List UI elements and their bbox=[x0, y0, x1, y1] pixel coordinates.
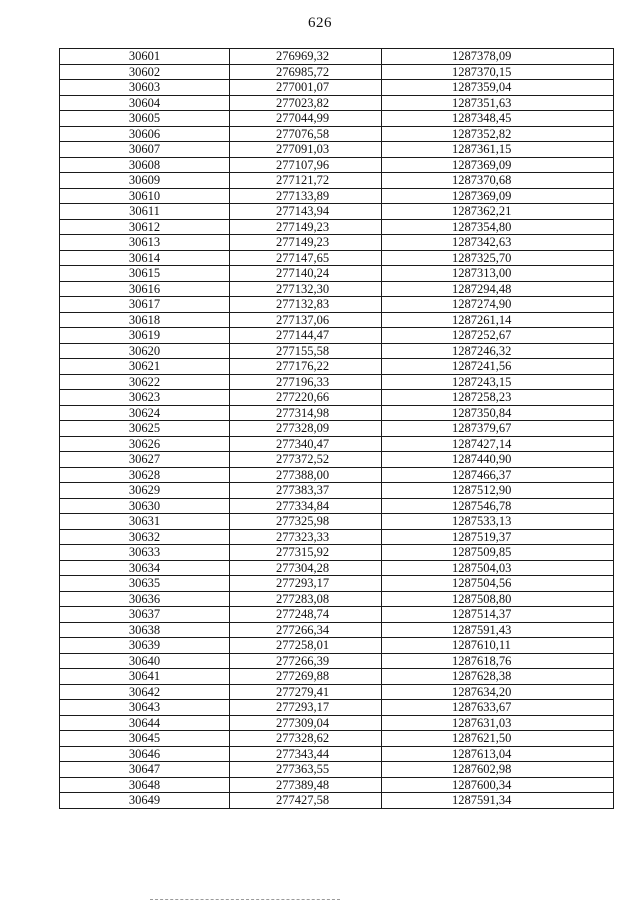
table-row bbox=[60, 669, 614, 685]
y-coordinate-cell: 1287369,09 bbox=[382, 157, 614, 173]
y-coordinate-cell: 1287610,11 bbox=[382, 638, 614, 654]
x-coordinate-cell: 277372,52 bbox=[230, 452, 382, 468]
x-coordinate-cell: 276985,72 bbox=[230, 64, 382, 80]
x-coordinate-cell: 277266,39 bbox=[230, 653, 382, 669]
table-row bbox=[60, 250, 614, 266]
x-coordinate-cell: 277258,01 bbox=[230, 638, 382, 654]
table-row bbox=[60, 297, 614, 313]
x-coordinate-cell: 277309,04 bbox=[230, 715, 382, 731]
point-number-cell: 30607 bbox=[60, 142, 230, 158]
table-row bbox=[60, 219, 614, 235]
point-number-cell: 30640 bbox=[60, 653, 230, 669]
y-coordinate-cell: 1287274,90 bbox=[382, 297, 614, 313]
y-coordinate-cell: 1287252,67 bbox=[382, 328, 614, 344]
y-coordinate-cell: 1287466,37 bbox=[382, 467, 614, 483]
table-row bbox=[60, 514, 614, 530]
point-number-cell: 30630 bbox=[60, 498, 230, 514]
y-coordinate-cell: 1287243,15 bbox=[382, 374, 614, 390]
point-number-cell: 30615 bbox=[60, 266, 230, 282]
point-number-cell: 30623 bbox=[60, 390, 230, 406]
table-row bbox=[60, 653, 614, 669]
y-coordinate-cell: 1287628,38 bbox=[382, 669, 614, 685]
y-coordinate-cell: 1287509,85 bbox=[382, 545, 614, 561]
table-row bbox=[60, 746, 614, 762]
point-number-cell: 30611 bbox=[60, 204, 230, 220]
x-coordinate-cell: 277147,65 bbox=[230, 250, 382, 266]
y-coordinate-cell: 1287352,82 bbox=[382, 126, 614, 142]
point-number-cell: 30626 bbox=[60, 436, 230, 452]
footer-divider bbox=[150, 899, 340, 900]
y-coordinate-cell: 1287591,43 bbox=[382, 622, 614, 638]
point-number-cell: 30613 bbox=[60, 235, 230, 251]
point-number-cell: 30625 bbox=[60, 421, 230, 437]
y-coordinate-cell: 1287258,23 bbox=[382, 390, 614, 406]
y-coordinate-cell: 1287621,50 bbox=[382, 731, 614, 747]
x-coordinate-cell: 277044,99 bbox=[230, 111, 382, 127]
table-row bbox=[60, 173, 614, 189]
point-number-cell: 30643 bbox=[60, 700, 230, 716]
y-coordinate-cell: 1287379,67 bbox=[382, 421, 614, 437]
table-row bbox=[60, 545, 614, 561]
coordinates-table bbox=[59, 48, 614, 809]
point-number-cell: 30644 bbox=[60, 715, 230, 731]
point-number-cell: 30648 bbox=[60, 777, 230, 793]
point-number-cell: 30647 bbox=[60, 762, 230, 778]
x-coordinate-cell: 277196,33 bbox=[230, 374, 382, 390]
x-coordinate-cell: 277340,47 bbox=[230, 436, 382, 452]
point-number-cell: 30631 bbox=[60, 514, 230, 530]
x-coordinate-cell: 277176,22 bbox=[230, 359, 382, 375]
x-coordinate-cell: 277144,47 bbox=[230, 328, 382, 344]
table-row bbox=[60, 777, 614, 793]
point-number-cell: 30642 bbox=[60, 684, 230, 700]
table-row bbox=[60, 731, 614, 747]
y-coordinate-cell: 1287313,00 bbox=[382, 266, 614, 282]
x-coordinate-cell: 277140,24 bbox=[230, 266, 382, 282]
point-number-cell: 30608 bbox=[60, 157, 230, 173]
table-row bbox=[60, 328, 614, 344]
x-coordinate-cell: 277248,74 bbox=[230, 607, 382, 623]
point-number-cell: 30649 bbox=[60, 793, 230, 809]
x-coordinate-cell: 277314,98 bbox=[230, 405, 382, 421]
y-coordinate-cell: 1287504,56 bbox=[382, 576, 614, 592]
table-row bbox=[60, 498, 614, 514]
point-number-cell: 30609 bbox=[60, 173, 230, 189]
table-row bbox=[60, 483, 614, 499]
y-coordinate-cell: 1287600,34 bbox=[382, 777, 614, 793]
y-coordinate-cell: 1287348,45 bbox=[382, 111, 614, 127]
point-number-cell: 30632 bbox=[60, 529, 230, 545]
y-coordinate-cell: 1287508,80 bbox=[382, 591, 614, 607]
point-number-cell: 30617 bbox=[60, 297, 230, 313]
x-coordinate-cell: 277304,28 bbox=[230, 560, 382, 576]
x-coordinate-cell: 277155,58 bbox=[230, 343, 382, 359]
table-row bbox=[60, 715, 614, 731]
table-row bbox=[60, 467, 614, 483]
point-number-cell: 30618 bbox=[60, 312, 230, 328]
point-number-cell: 30638 bbox=[60, 622, 230, 638]
x-coordinate-cell: 277149,23 bbox=[230, 219, 382, 235]
x-coordinate-cell: 277334,84 bbox=[230, 498, 382, 514]
point-number-cell: 30634 bbox=[60, 560, 230, 576]
x-coordinate-cell: 277107,96 bbox=[230, 157, 382, 173]
y-coordinate-cell: 1287246,32 bbox=[382, 343, 614, 359]
x-coordinate-cell: 277220,66 bbox=[230, 390, 382, 406]
table-row bbox=[60, 421, 614, 437]
table-row bbox=[60, 343, 614, 359]
y-coordinate-cell: 1287354,80 bbox=[382, 219, 614, 235]
table-row bbox=[60, 793, 614, 809]
x-coordinate-cell: 277091,03 bbox=[230, 142, 382, 158]
x-coordinate-cell: 277389,48 bbox=[230, 777, 382, 793]
y-coordinate-cell: 1287369,09 bbox=[382, 188, 614, 204]
point-number-cell: 30605 bbox=[60, 111, 230, 127]
table-row bbox=[60, 576, 614, 592]
point-number-cell: 30606 bbox=[60, 126, 230, 142]
y-coordinate-cell: 1287618,76 bbox=[382, 653, 614, 669]
y-coordinate-cell: 1287370,15 bbox=[382, 64, 614, 80]
y-coordinate-cell: 1287546,78 bbox=[382, 498, 614, 514]
x-coordinate-cell: 277121,72 bbox=[230, 173, 382, 189]
table-row bbox=[60, 95, 614, 111]
x-coordinate-cell: 277315,92 bbox=[230, 545, 382, 561]
table-row bbox=[60, 281, 614, 297]
y-coordinate-cell: 1287351,63 bbox=[382, 95, 614, 111]
table-row bbox=[60, 111, 614, 127]
y-coordinate-cell: 1287613,04 bbox=[382, 746, 614, 762]
table-row bbox=[60, 266, 614, 282]
point-number-cell: 30627 bbox=[60, 452, 230, 468]
point-number-cell: 30636 bbox=[60, 591, 230, 607]
x-coordinate-cell: 277363,55 bbox=[230, 762, 382, 778]
point-number-cell: 30622 bbox=[60, 374, 230, 390]
y-coordinate-cell: 1287342,63 bbox=[382, 235, 614, 251]
y-coordinate-cell: 1287602,98 bbox=[382, 762, 614, 778]
table-row bbox=[60, 436, 614, 452]
x-coordinate-cell: 277137,06 bbox=[230, 312, 382, 328]
table-row bbox=[60, 390, 614, 406]
y-coordinate-cell: 1287591,34 bbox=[382, 793, 614, 809]
table-row bbox=[60, 188, 614, 204]
y-coordinate-cell: 1287362,21 bbox=[382, 204, 614, 220]
x-coordinate-cell: 277325,98 bbox=[230, 514, 382, 530]
y-coordinate-cell: 1287533,13 bbox=[382, 514, 614, 530]
table-row bbox=[60, 452, 614, 468]
y-coordinate-cell: 1287361,15 bbox=[382, 142, 614, 158]
point-number-cell: 30633 bbox=[60, 545, 230, 561]
table-row bbox=[60, 560, 614, 576]
table-row bbox=[60, 374, 614, 390]
point-number-cell: 30624 bbox=[60, 405, 230, 421]
table-row bbox=[60, 607, 614, 623]
x-coordinate-cell: 277143,94 bbox=[230, 204, 382, 220]
point-number-cell: 30639 bbox=[60, 638, 230, 654]
point-number-cell: 30601 bbox=[60, 49, 230, 65]
table-row bbox=[60, 684, 614, 700]
x-coordinate-cell: 277279,41 bbox=[230, 684, 382, 700]
point-number-cell: 30646 bbox=[60, 746, 230, 762]
y-coordinate-cell: 1287359,04 bbox=[382, 80, 614, 96]
y-coordinate-cell: 1287631,03 bbox=[382, 715, 614, 731]
table-row bbox=[60, 204, 614, 220]
y-coordinate-cell: 1287325,70 bbox=[382, 250, 614, 266]
x-coordinate-cell: 277323,33 bbox=[230, 529, 382, 545]
point-number-cell: 30602 bbox=[60, 64, 230, 80]
table-row bbox=[60, 529, 614, 545]
y-coordinate-cell: 1287294,48 bbox=[382, 281, 614, 297]
y-coordinate-cell: 1287378,09 bbox=[382, 49, 614, 65]
table-row bbox=[60, 126, 614, 142]
y-coordinate-cell: 1287427,14 bbox=[382, 436, 614, 452]
point-number-cell: 30635 bbox=[60, 576, 230, 592]
point-number-cell: 30629 bbox=[60, 483, 230, 499]
point-number-cell: 30619 bbox=[60, 328, 230, 344]
x-coordinate-cell: 277132,83 bbox=[230, 297, 382, 313]
y-coordinate-cell: 1287514,37 bbox=[382, 607, 614, 623]
x-coordinate-cell: 277343,44 bbox=[230, 746, 382, 762]
table-row bbox=[60, 80, 614, 96]
point-number-cell: 30645 bbox=[60, 731, 230, 747]
table-row bbox=[60, 638, 614, 654]
x-coordinate-cell: 277388,00 bbox=[230, 467, 382, 483]
table-row bbox=[60, 359, 614, 375]
point-number-cell: 30641 bbox=[60, 669, 230, 685]
y-coordinate-cell: 1287241,56 bbox=[382, 359, 614, 375]
table-row bbox=[60, 405, 614, 421]
table-row bbox=[60, 157, 614, 173]
coordinates-table-body bbox=[60, 49, 614, 809]
x-coordinate-cell: 276969,32 bbox=[230, 49, 382, 65]
x-coordinate-cell: 277328,09 bbox=[230, 421, 382, 437]
point-number-cell: 30628 bbox=[60, 467, 230, 483]
x-coordinate-cell: 277132,30 bbox=[230, 281, 382, 297]
table-row bbox=[60, 700, 614, 716]
point-number-cell: 30620 bbox=[60, 343, 230, 359]
table-row bbox=[60, 591, 614, 607]
point-number-cell: 30612 bbox=[60, 219, 230, 235]
x-coordinate-cell: 277427,58 bbox=[230, 793, 382, 809]
table-row bbox=[60, 312, 614, 328]
table-row bbox=[60, 762, 614, 778]
y-coordinate-cell: 1287504,03 bbox=[382, 560, 614, 576]
point-number-cell: 30616 bbox=[60, 281, 230, 297]
y-coordinate-cell: 1287370,68 bbox=[382, 173, 614, 189]
point-number-cell: 30637 bbox=[60, 607, 230, 623]
x-coordinate-cell: 277149,23 bbox=[230, 235, 382, 251]
page-number: 626 bbox=[308, 15, 332, 31]
y-coordinate-cell: 1287512,90 bbox=[382, 483, 614, 499]
x-coordinate-cell: 277269,88 bbox=[230, 669, 382, 685]
table-row bbox=[60, 64, 614, 80]
y-coordinate-cell: 1287350,84 bbox=[382, 405, 614, 421]
y-coordinate-cell: 1287440,90 bbox=[382, 452, 614, 468]
x-coordinate-cell: 277133,89 bbox=[230, 188, 382, 204]
table-row bbox=[60, 235, 614, 251]
x-coordinate-cell: 277001,07 bbox=[230, 80, 382, 96]
table-row bbox=[60, 142, 614, 158]
point-number-cell: 30604 bbox=[60, 95, 230, 111]
x-coordinate-cell: 277293,17 bbox=[230, 700, 382, 716]
table-row bbox=[60, 49, 614, 65]
x-coordinate-cell: 277283,08 bbox=[230, 591, 382, 607]
x-coordinate-cell: 277076,58 bbox=[230, 126, 382, 142]
x-coordinate-cell: 277023,82 bbox=[230, 95, 382, 111]
y-coordinate-cell: 1287261,14 bbox=[382, 312, 614, 328]
y-coordinate-cell: 1287634,20 bbox=[382, 684, 614, 700]
point-number-cell: 30610 bbox=[60, 188, 230, 204]
x-coordinate-cell: 277383,37 bbox=[230, 483, 382, 499]
y-coordinate-cell: 1287519,37 bbox=[382, 529, 614, 545]
y-coordinate-cell: 1287633,67 bbox=[382, 700, 614, 716]
x-coordinate-cell: 277328,62 bbox=[230, 731, 382, 747]
point-number-cell: 30603 bbox=[60, 80, 230, 96]
x-coordinate-cell: 277293,17 bbox=[230, 576, 382, 592]
x-coordinate-cell: 277266,34 bbox=[230, 622, 382, 638]
point-number-cell: 30621 bbox=[60, 359, 230, 375]
point-number-cell: 30614 bbox=[60, 250, 230, 266]
table-row bbox=[60, 622, 614, 638]
